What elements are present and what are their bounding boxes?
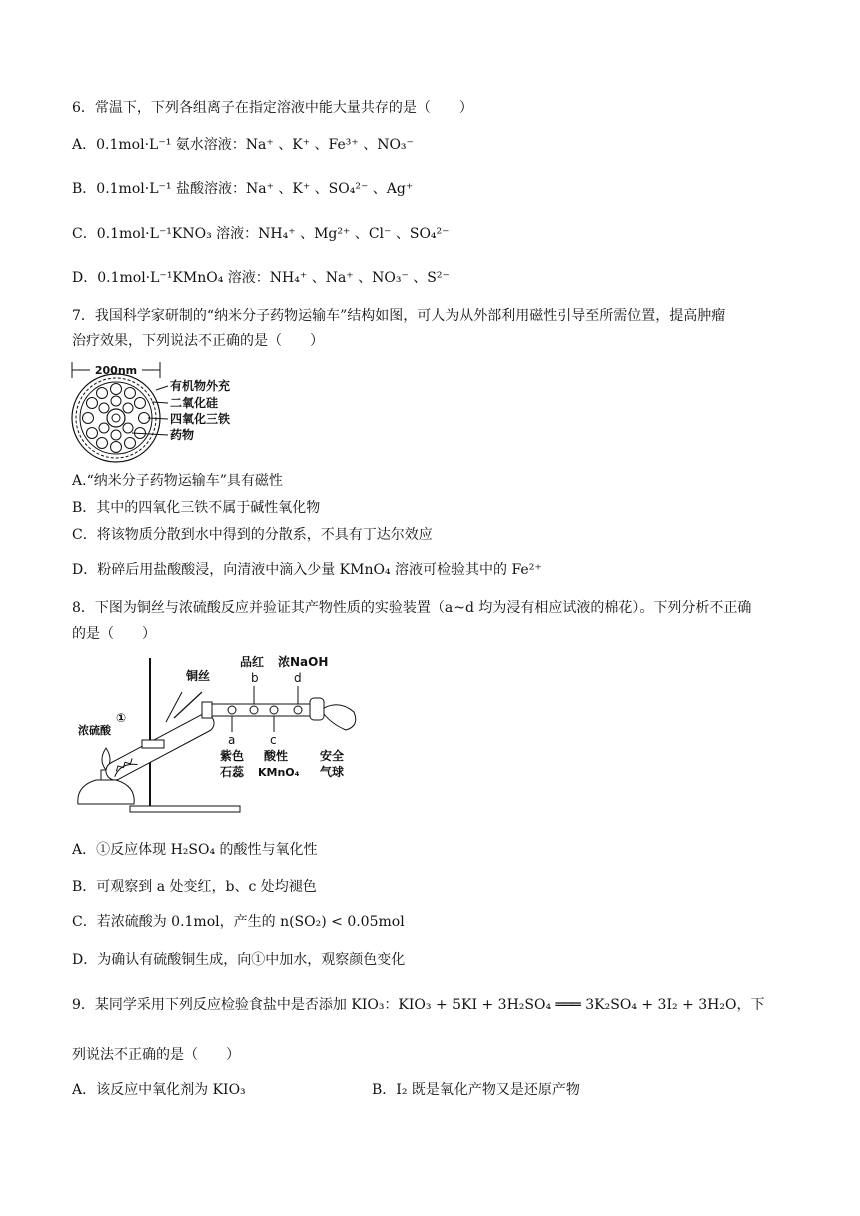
- label-circle-1: ①: [116, 711, 127, 725]
- option-text: 该反应中氧化剂为 KIO₃: [96, 1082, 246, 1098]
- option-text: I₂ 既是氧化产物又是还原产物: [396, 1082, 580, 1098]
- option-text: “纳米分子药物运输车”具有磁性: [86, 473, 283, 489]
- option-text: 若浓硫酸为 0.1mol，产生的 n(SO₂) < 0.05mol: [96, 914, 405, 930]
- q8-option-b: [72, 877, 317, 897]
- label-d: d: [294, 671, 302, 685]
- label-drug: 药物: [170, 428, 195, 442]
- option-text: 将该物质分散到水中得到的分散系，不具有丁达尔效应: [96, 527, 433, 543]
- q7-stem-line1: 7．我国科学家研制的“纳米分子药物运输车”结构如图，可人为从外部利用磁性引导至所需位置，提高肿瘤: [72, 308, 726, 324]
- label-b: b: [251, 671, 259, 685]
- label-litmus: 石蕊: [220, 765, 245, 779]
- q6-option-a: [72, 135, 414, 155]
- copper-acid-apparatus-figure: [70, 652, 360, 820]
- q8-option-a: [72, 840, 318, 860]
- option-text: 粉碎后用盐酸酸浸，向清液中滴入少量 KMnO₄ 溶液可检验其中的 Fe²⁺: [97, 562, 542, 578]
- option-text: 0.1mol·L⁻¹ 氨水溶液：Na⁺ 、K⁺ 、Fe³⁺ 、NO₃⁻: [96, 137, 414, 153]
- option-key: B．: [72, 500, 97, 516]
- label-c: c: [270, 733, 277, 747]
- label-purple: 紫色: [220, 749, 245, 763]
- option-text: 0.1mol·L⁻¹KMnO₄ 溶液：NH₄⁺ 、Na⁺ 、NO₃⁻ 、S²⁻: [97, 270, 450, 286]
- option-text: 0.1mol·L⁻¹KNO₃ 溶液：NH₄⁺ 、Mg²⁺ 、Cl⁻ 、SO₄²⁻: [96, 226, 450, 242]
- option-key: A．: [72, 1082, 97, 1098]
- label-silica: 二氧化硅: [170, 396, 219, 410]
- option-key: B．: [372, 1082, 397, 1098]
- q7-option-b: [72, 498, 320, 518]
- q9-stem-line2: 列说法不正确的是（ ）: [72, 1047, 240, 1063]
- option-text: 0.1mol·L⁻¹ 盐酸溶液：Na⁺ 、K⁺ 、SO₄²⁻ 、Ag⁺: [96, 181, 414, 197]
- label-pinhong: 品红: [240, 655, 265, 669]
- option-text: 其中的四氧化三铁不属于碱性氧化物: [96, 500, 321, 516]
- option-key: A．: [72, 842, 97, 858]
- q9-option-b: [372, 1080, 580, 1100]
- q6-stem: 6．常温下，下列各组离子在指定溶液中能大量共存的是（ ）: [72, 100, 473, 116]
- label-kmno4: KMnO₄: [258, 766, 300, 779]
- label-organic-shell: 有机物外充: [170, 379, 231, 393]
- q6-option-b: [72, 179, 413, 199]
- label-a: a: [228, 733, 236, 747]
- label-balloon: 气球: [320, 765, 345, 779]
- q6-option-d: [72, 268, 450, 288]
- q8-stem-line1: 8．下图为铜丝与浓硫酸反应并验证其产物性质的实验装置（a~d 均为浸有相应试液的棉花）。下列分析不正确: [72, 600, 752, 616]
- scale-label: 200nm: [94, 364, 138, 377]
- label-fe3o4: 四氧化三铁: [170, 412, 231, 426]
- option-key: C．: [72, 226, 97, 242]
- option-key: D．: [72, 270, 98, 286]
- q9-stem-line1: 9．某同学采用下列反应检验食盐中是否添加 KIO₃：KIO₃ + 5KI + 3H₂SO₄ ═══ 3K₂SO₄ + 3I₂ + 3H₂O，下: [72, 997, 765, 1013]
- q8-option-d: [72, 950, 405, 970]
- label-conc-sulfuric: 浓硫酸: [78, 724, 111, 737]
- q7-option-c: [72, 525, 433, 545]
- q7-option-d: [72, 560, 542, 580]
- q8-option-c: [72, 912, 405, 932]
- option-key: D．: [72, 562, 98, 578]
- q7-stem-line2: 治疗效果，下列说法不正确的是（ ）: [72, 333, 324, 349]
- label-copper-wire: 铜丝: [186, 669, 211, 683]
- nano-carrier-figure: [68, 356, 258, 464]
- option-key: C．: [72, 914, 97, 930]
- q9-option-a: [72, 1080, 246, 1100]
- option-key: A．: [72, 137, 97, 153]
- option-text: ①反应体现 H₂SO₄ 的酸性与氧化性: [96, 842, 318, 858]
- option-key: B．: [72, 879, 97, 895]
- option-text: 可观察到 a 处变红，b、c 处均褪色: [96, 879, 317, 895]
- option-text: 为确认有硫酸铜生成，向①中加水，观察颜色变化: [97, 952, 406, 968]
- label-naoh: 浓NaOH: [278, 655, 329, 669]
- option-key: D．: [72, 952, 98, 968]
- label-safety: 安全: [320, 749, 345, 763]
- option-key: A.: [72, 473, 87, 489]
- q8-stem-line2: 的是（ ）: [72, 626, 156, 642]
- q6-option-c: [72, 224, 450, 244]
- q7-option-a: [72, 471, 283, 491]
- option-key: C．: [72, 527, 97, 543]
- option-key: B．: [72, 181, 97, 197]
- label-acidic: 酸性: [264, 749, 289, 763]
